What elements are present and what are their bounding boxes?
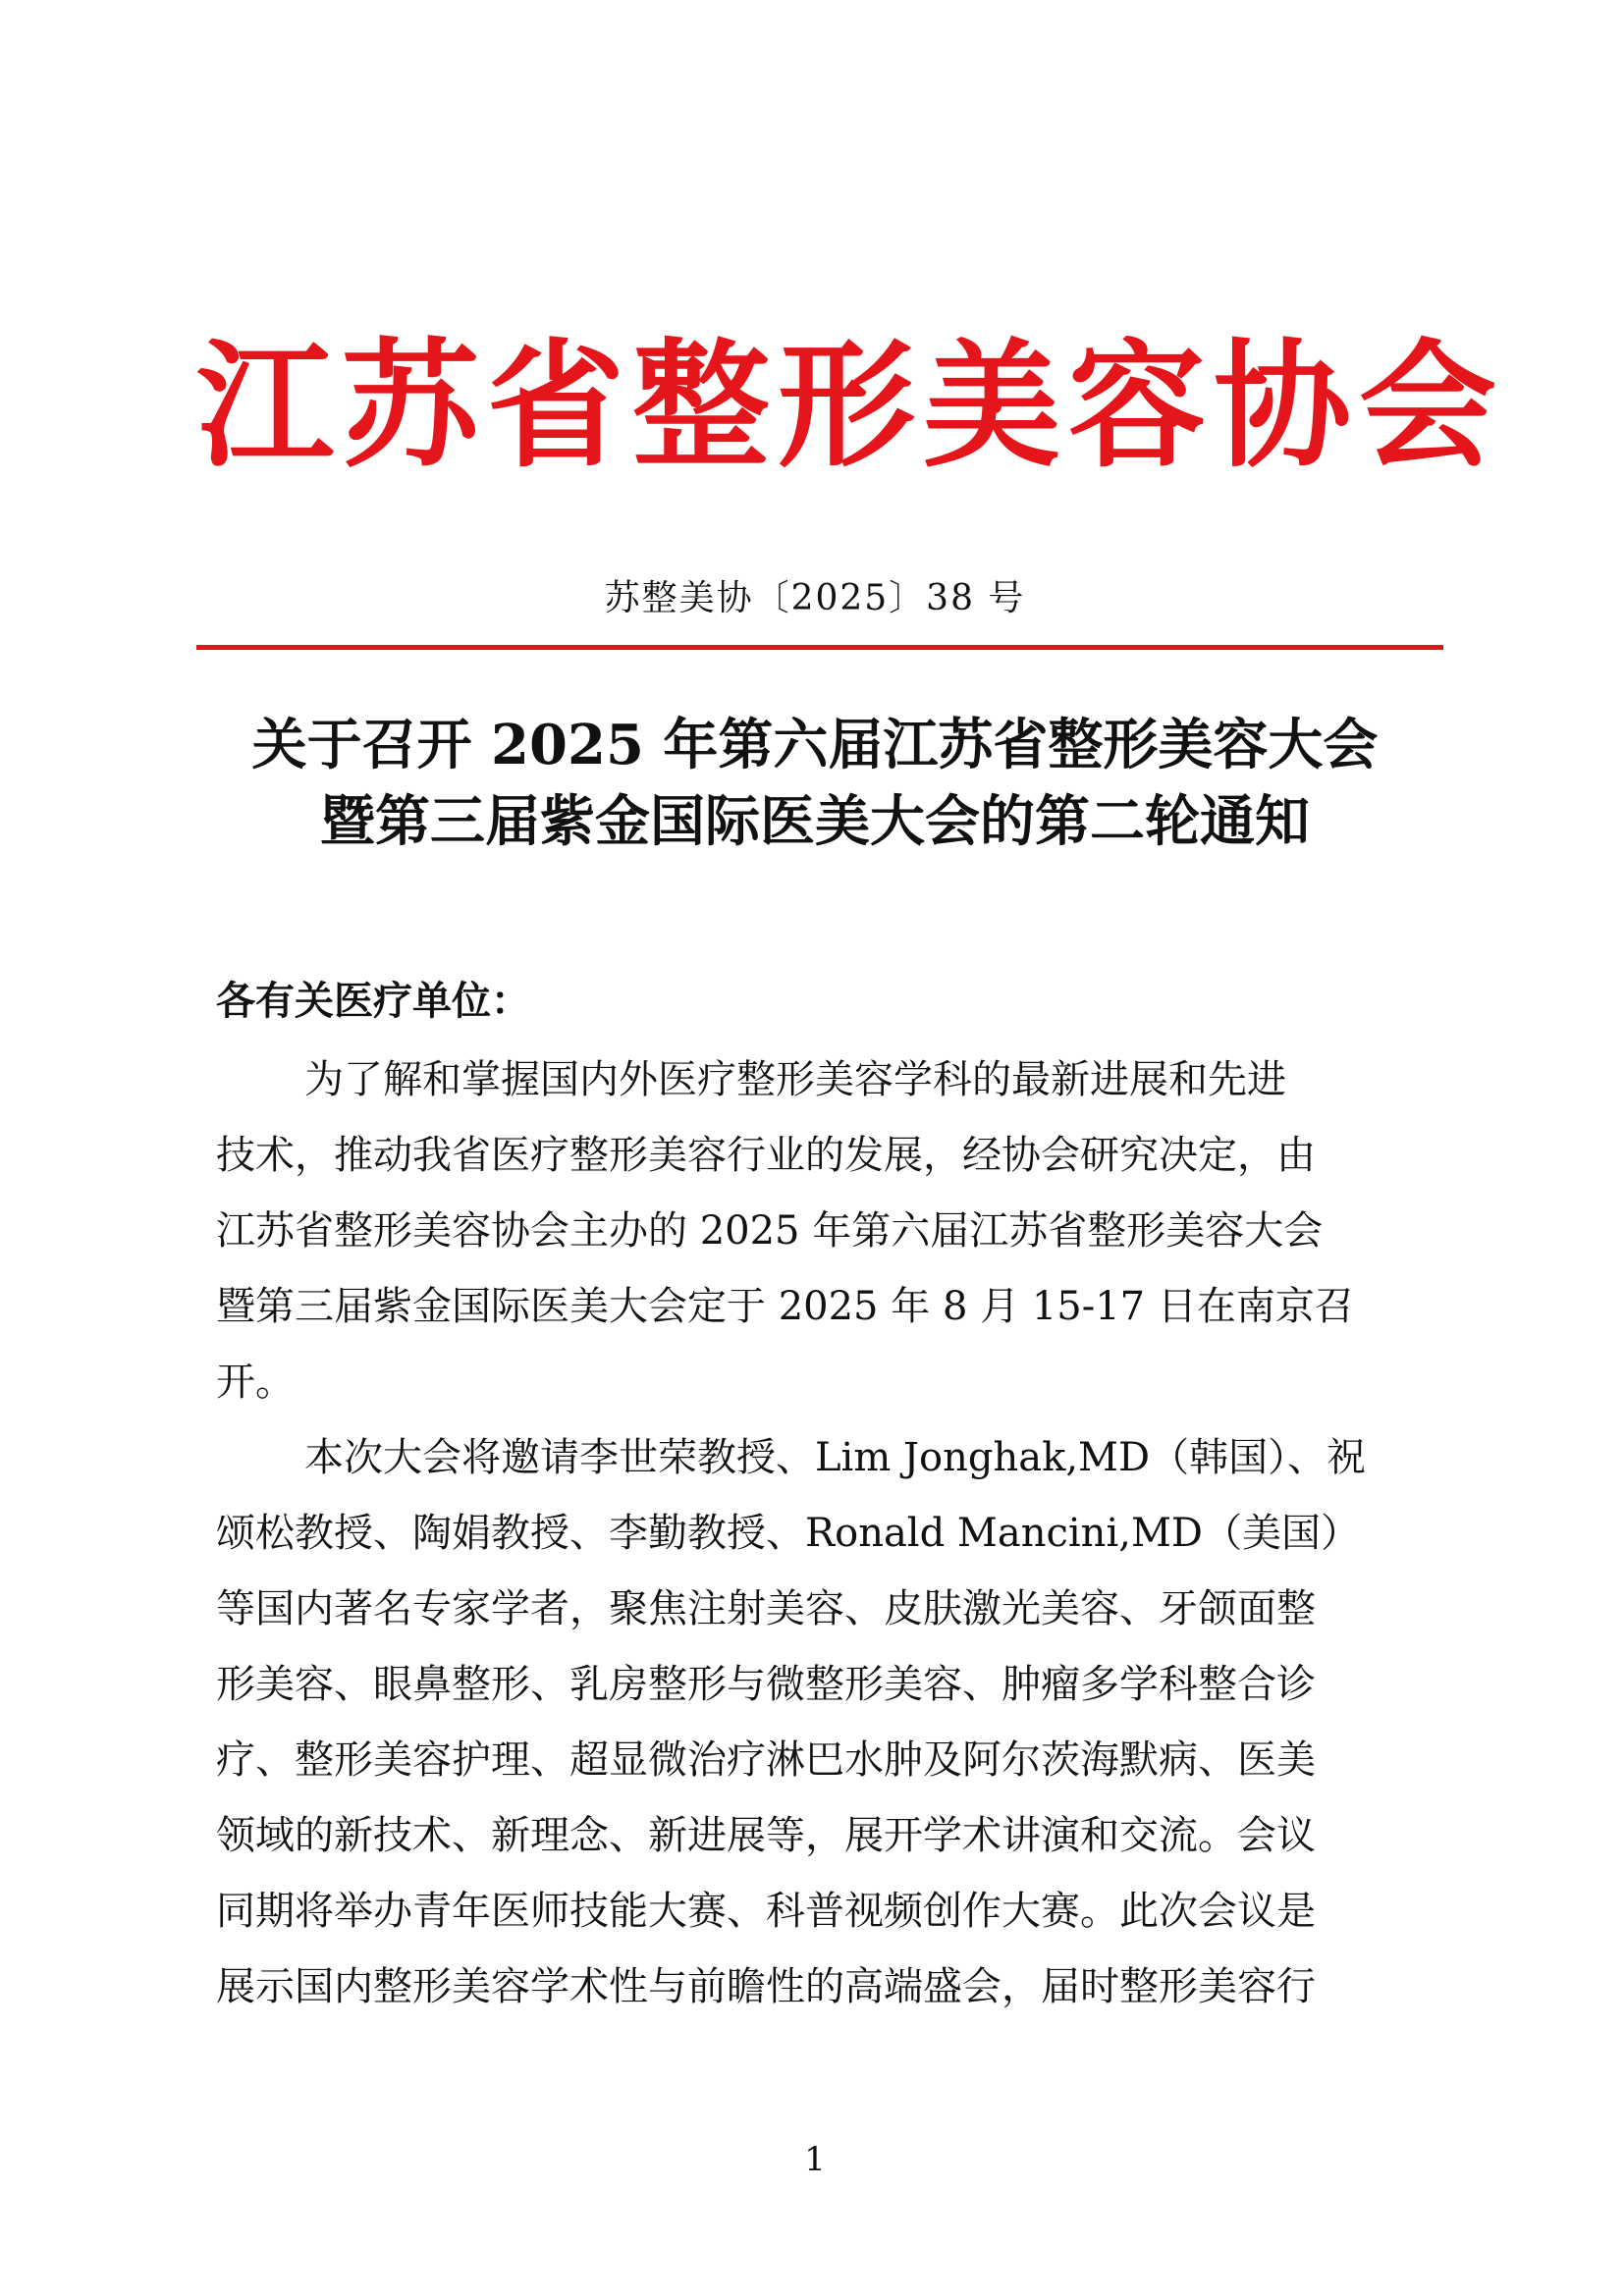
- notice-title-line-1: 关于召开 2025 年第六届江苏省整形美容大会: [251, 713, 1379, 777]
- paragraph-2-line: 疗、整形美容护理、超显微治疗淋巴水肿及阿尔茨海默病、医美: [216, 1737, 1316, 1783]
- paragraph-1-line: 暨第三届紫金国际医美大会定于 2025 年 8 月 15-17 日在南京召: [216, 1284, 1354, 1329]
- paragraph-1-line: 江苏省整形美容协会主办的 2025 年第六届江苏省整形美容大会: [216, 1208, 1324, 1254]
- paragraph-1-line: 技术，推动我省医疗整形美容行业的发展，经协会研究决定，由: [216, 1133, 1316, 1178]
- paragraph-2-line: 等国内著名专家学者，聚焦注射美容、皮肤激光美容、牙颌面整: [216, 1586, 1316, 1631]
- organization-header: 江苏省整形美容协会: [196, 327, 1505, 487]
- notice-title: [196, 707, 1434, 860]
- notice-title-line-2: 暨第三届紫金国际医美大会的第二轮通知: [320, 789, 1310, 854]
- paragraph-1-line: 开。: [216, 1360, 295, 1405]
- document-number: 苏整美协〔2025〕38 号: [604, 578, 1026, 618]
- paragraph-2-line: 形美容、眼鼻整形、乳房整形与微整形美容、肿瘤多学科整合诊: [216, 1662, 1316, 1707]
- page-number: 1: [804, 2140, 826, 2179]
- paragraph-2-line: 颂松教授、陶娟教授、李勤教授、Ronald Mancini,MD（美国）: [216, 1511, 1360, 1556]
- paragraph-1-line: 为了解和掌握国内外医疗整形美容学科的最新进展和先进: [304, 1057, 1286, 1102]
- paragraph-2-line: 领域的新技术、新理念、新进展等，展开学术讲演和交流。会议: [216, 1813, 1316, 1858]
- notice-body: [216, 1042, 1434, 2025]
- salutation: 各有关医疗单位：: [216, 979, 530, 1024]
- paragraph-2-line: 同期将举办青年医师技能大赛、科普视频创作大赛。此次会议是: [216, 1889, 1316, 1934]
- red-divider-line: [196, 645, 1443, 650]
- paragraph-2-line: 本次大会将邀请李世荣教授、Lim Jonghak,MD（韩国）、祝: [304, 1435, 1367, 1480]
- paragraph-2-line: 展示国内整形美容学术性与前瞻性的高端盛会，届时整形美容行: [216, 1964, 1316, 2009]
